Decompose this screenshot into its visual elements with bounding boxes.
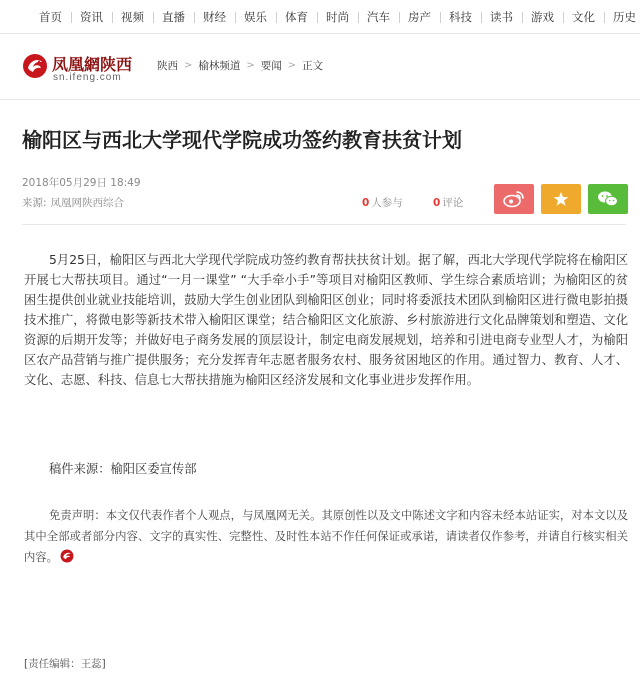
nav-item-sports[interactable]: 体育 bbox=[276, 11, 317, 24]
logo-domain: sn.ifeng.com bbox=[53, 72, 122, 83]
star-icon bbox=[553, 191, 569, 207]
favorite-button[interactable] bbox=[541, 184, 581, 214]
breadcrumb bbox=[157, 58, 323, 73]
site-logo[interactable] bbox=[22, 52, 152, 82]
participate-label: 人参与 bbox=[371, 197, 403, 209]
source-label: 来源: bbox=[22, 197, 47, 209]
breadcrumb-item-article: 正文 bbox=[302, 60, 324, 72]
nav-item-history[interactable]: 历史 bbox=[604, 11, 640, 24]
wechat-icon bbox=[597, 190, 619, 208]
logo-name: 凤凰網陕西 bbox=[52, 55, 133, 74]
nav-item-house[interactable]: 房产 bbox=[399, 11, 440, 24]
meta-divider bbox=[22, 224, 626, 225]
comment-label: 评论 bbox=[442, 197, 464, 209]
nav-item-games[interactable]: 游戏 bbox=[522, 11, 563, 24]
nav-item-fashion[interactable]: 时尚 bbox=[317, 11, 358, 24]
participate-number: 0 bbox=[362, 197, 370, 209]
article-body: 5月25日，榆阳区与西北大学现代学院成功签约教育帮扶扶贫计划。据了解，西北大学现代学院将在榆阳区开展七大帮扶项目。通过“一月一课堂” “大手牵小手”等项目对榆阳区教师、学生综合素质培训；为榆阳区的贫困生提供创业就业技能培训，鼓励大学生创业团队到榆阳区创业；同时将委派技术团队到榆阳区进行微电影拍摄技术推广，将微电影等新技术带入榆阳区课堂；结合榆阳区文化旅游、乡村旅游进行文化品牌策划和塑造、文化资源的后期开发等；并做好电子商务发展的顶层设计，制定电商发展规划，培养和引进电商专业型人才，为榆阳区农产品营销与推广提供服务；充分发挥青年志愿者服务农村、服务贫困地区的作用。通过智力、教育、人才、文化、志愿、科技、信息七大帮扶措施为榆阳区经济发展和文化事业进步发挥作用。 bbox=[24, 253, 628, 387]
share-weibo-button[interactable] bbox=[494, 184, 534, 214]
breadcrumb-separator: > bbox=[287, 60, 297, 71]
nav-item-entertainment[interactable]: 娱乐 bbox=[235, 11, 276, 24]
site-header bbox=[0, 34, 640, 100]
weibo-icon bbox=[503, 190, 525, 208]
breadcrumb-item-headlines[interactable]: 要闻 bbox=[260, 60, 282, 72]
nav-item-live[interactable]: 直播 bbox=[153, 11, 194, 24]
ifeng-phoenix-icon bbox=[60, 549, 74, 563]
disclaimer-text: 免责声明：本文仅代表作者个人观点，与凤凰网无关。其原创性以及文中陈述文字和内容未经本站证实，对本文以及其中全部或者部分内容、文字的真实性、完整性、及时性本站不作任何保证或承诺，请读者仅作参考，并请自行核实相关内容。 bbox=[24, 509, 628, 564]
participate-count[interactable] bbox=[362, 195, 403, 210]
top-nav bbox=[0, 0, 640, 34]
breadcrumb-separator: > bbox=[246, 60, 255, 71]
nav-item-video[interactable]: 视频 bbox=[112, 11, 153, 24]
article-title: 榆阳区与西北大学现代学院成功签约教育扶贫计划 bbox=[22, 128, 462, 152]
comment-number: 0 bbox=[433, 197, 441, 209]
ifeng-phoenix-icon bbox=[22, 53, 48, 79]
nav-item-books[interactable]: 读书 bbox=[481, 11, 522, 24]
manuscript-source: 稿件来源：榆阳区委宣传部 bbox=[49, 462, 197, 476]
breadcrumb-item-yulin[interactable]: 榆林频道 bbox=[198, 60, 241, 72]
article-source bbox=[22, 195, 124, 210]
share-wechat-button[interactable] bbox=[588, 184, 628, 214]
nav-item-tech[interactable]: 科技 bbox=[440, 11, 481, 24]
nav-item-home[interactable]: 首页 bbox=[39, 9, 62, 24]
nav-item-news[interactable]: 资讯 bbox=[71, 11, 112, 24]
comment-count[interactable] bbox=[433, 195, 463, 210]
nav-item-culture[interactable]: 文化 bbox=[563, 11, 604, 24]
breadcrumb-separator: > bbox=[184, 60, 193, 71]
nav-item-finance[interactable]: 财经 bbox=[194, 11, 235, 24]
publish-time: 2018年05月29日 18:49 bbox=[22, 177, 141, 189]
responsible-editor: [责任编辑：王蕊] bbox=[24, 658, 106, 670]
breadcrumb-item-shaanxi[interactable]: 陕西 bbox=[157, 60, 178, 72]
source-name[interactable]: 凤凰网陕西综合 bbox=[50, 197, 125, 209]
disclaimer bbox=[24, 505, 628, 568]
nav-item-auto[interactable]: 汽车 bbox=[358, 11, 399, 24]
